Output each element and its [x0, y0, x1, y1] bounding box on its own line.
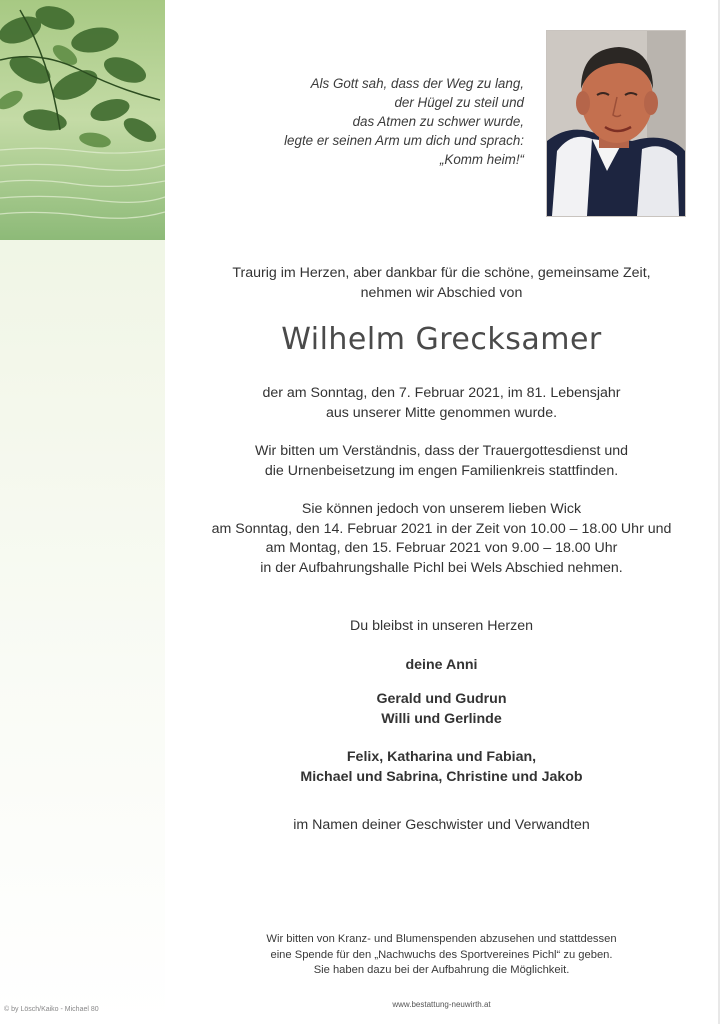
relatives-note: [165, 816, 718, 836]
deceased-name: Wilhelm Grecksamer: [281, 322, 602, 357]
donation-line: Sie haben dazu bei der Aufbahrung die Möglichkeit.: [313, 964, 570, 976]
portrait-photo: [547, 31, 685, 216]
intro-line: nehmen wir Abschied von: [360, 284, 523, 301]
viewing-info-line: in der Aufbahrungshalle Pichl bei Wels Abschied nehmen.: [260, 559, 623, 576]
quote-line: der Hügel zu steil und: [394, 95, 524, 110]
intro-line: Traurig im Herzen, aber dankbar für die schöne, gemeinsame Zeit,: [232, 265, 651, 281]
service-info-line: die Urnenbeisetzung im engen Familienkreis stattfinden.: [264, 462, 619, 479]
viewing-info-line: Sie können jedoch von unserem lieben Wick: [301, 501, 582, 517]
donation-line: Wir bitten von Kranz- und Blumenspenden abzusehen und stattdessen: [266, 933, 617, 945]
image-credit: © by Lösch/Kaiko - Michael 80: [4, 1006, 99, 1013]
death-info: [165, 384, 718, 423]
grandchildren-line: Felix, Katharina und Fabian,: [346, 749, 537, 765]
quote-line: Als Gott sah, dass der Weg zu lang,: [310, 76, 524, 91]
family-spouse: [165, 656, 718, 676]
family-grandchildren: [165, 748, 718, 787]
death-info-line: aus unserer Mitte genommen wurde.: [325, 404, 558, 421]
service-info: [165, 442, 718, 481]
page-edge: [718, 0, 720, 1024]
spouse-name: deine Anni: [405, 657, 478, 673]
children-line: Gerald und Gudrun: [376, 691, 507, 707]
service-info-line: Wir bitten um Verständnis, dass der Trauergottesdienst und: [254, 443, 628, 459]
website-link[interactable]: www.bestattung-neuwirth.at: [392, 1000, 491, 1009]
viewing-info: [165, 500, 718, 578]
nature-image: [0, 0, 165, 240]
quote-line: das Atmen zu schwer wurde,: [352, 114, 524, 129]
website-footer: [165, 995, 718, 1015]
quote-line: legte er seinen Arm um dich und sprach:: [284, 133, 524, 148]
death-info-line: der am Sonntag, den 7. Februar 2021, im 81. Lebensjahr: [262, 385, 621, 401]
family-children: [165, 690, 718, 729]
children-line: Willi und Gerlinde: [381, 710, 502, 727]
relatives-line: im Namen deiner Geschwister und Verwandten: [293, 817, 590, 833]
farewell-line: Du bleibst in unseren Herzen: [350, 618, 533, 634]
donation-line: eine Spende für den „Nachwuchs des Sportvereines Pichl“ zu geben.: [270, 948, 613, 961]
farewell-text: [165, 617, 718, 637]
donation-note: [165, 932, 718, 979]
viewing-info-line: am Montag, den 15. Februar 2021 von 9.00 – 18.00 Uhr: [265, 540, 618, 556]
grandchildren-line: Michael und Sabrina, Christine und Jakob: [300, 768, 583, 785]
intro-text: [165, 264, 718, 303]
poem-quote: [224, 74, 524, 169]
viewing-info-line: am Sonntag, den 14. Februar 2021 in der Zeit von 10.00 – 18.00 Uhr und: [211, 520, 672, 537]
quote-line: „Komm heim!“: [439, 152, 524, 167]
